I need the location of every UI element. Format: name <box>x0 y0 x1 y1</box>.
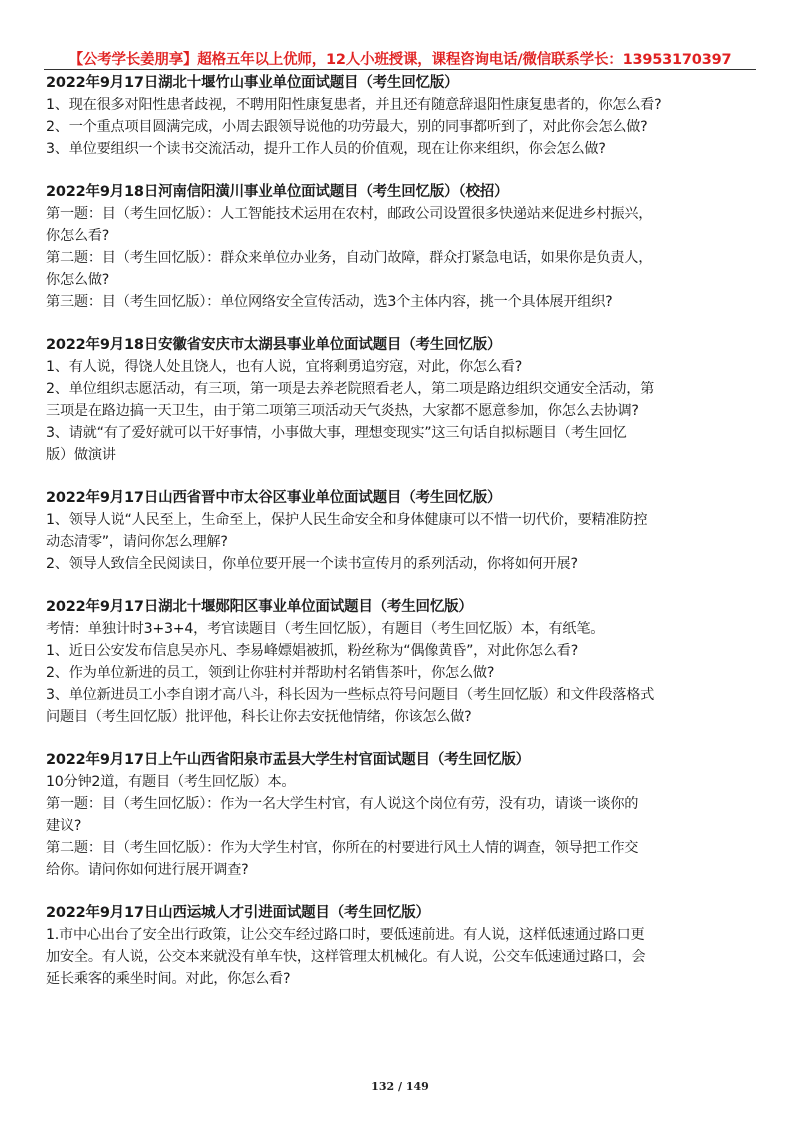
section-heading: 2022年9月17日山西省晋中市太谷区事业单位面试题目（考生回忆版） <box>46 490 502 506</box>
page-number: 132 <box>371 1080 395 1093</box>
question-line: 1、现在很多对阳性患者歧视，不聘用阳性康复患者，并且还有随意辞退阳性康复患者的，你怎么看? <box>46 97 662 113</box>
section-heading: 2022年9月17日上午山西省阳泉市盂县大学生村官面试题目（考生回忆版） <box>46 752 530 768</box>
question-line: 建议? <box>46 818 82 834</box>
question-line: 第一题：目（考生回忆版）：人工智能技术运用在农村，邮政公司设置很多快递站来促进乡村振兴， <box>46 206 653 222</box>
header-banner: 【公考学长姜朋享】超格五年以上优师，12人小班授课，课程咨询电话/微信联系学长：13953170397 <box>68 52 732 68</box>
question-section <box>46 487 760 575</box>
question-line: 3、单位新进员工小李自诩才高八斗，科长因为一些标点符号问题目（考生回忆版）和文件段落格式 <box>46 687 655 703</box>
question-line: 第三题：目（考生回忆版）：单位网络安全宣传活动，选3个主体内容，挑一个具体展开组织? <box>46 294 613 310</box>
question-line: 2、领导人致信全民阅读日，你单位要开展一个读书宣传月的系列活动，你将如何开展? <box>46 556 578 572</box>
question-line: 第二题：目（考生回忆版）：作为大学生村官，你所在的村要进行风土人情的调查，领导把工作交 <box>46 840 639 856</box>
question-section <box>46 334 760 466</box>
question-line: 考情：单独计时3+3+4，考官读题目（考生回忆版），有题目（考生回忆版）本，有纸笔。 <box>46 621 605 637</box>
question-section <box>46 902 760 990</box>
question-line: 1.市中心出台了安全出行政策，让公交车经过路口时，要低速前进。有人说，这样低速通过路口更 <box>46 927 645 943</box>
section-heading: 2022年9月17日湖北十堰郧阳区事业单位面试题目（考生回忆版） <box>46 599 473 615</box>
page-footer <box>0 1080 800 1093</box>
page-separator: / <box>397 1080 403 1093</box>
question-line: 你怎么做? <box>46 272 110 288</box>
section-heading: 2022年9月18日安徽省安庆市太湖县事业单位面试题目（考生回忆版） <box>46 337 502 353</box>
question-line: 第一题：目（考生回忆版）：作为一名大学生村官，有人说这个岗位有劳，没有功，请谈一谈你的 <box>46 796 639 812</box>
question-section <box>46 749 760 881</box>
question-line: 1、有人说，得饶人处且饶人，也有人说，宜将剩勇追穷寇，对此，你怎么看? <box>46 359 522 375</box>
question-line: 问题目（考生回忆版）批评他，科长让你去安抚他情绪，你该怎么做? <box>46 709 472 725</box>
question-section <box>46 596 760 728</box>
document-body <box>46 72 760 1011</box>
section-heading: 2022年9月18日河南信阳潢川事业单位面试题目（考生回忆版）（校招） <box>46 184 509 200</box>
header-divider <box>44 69 756 70</box>
question-line: 加安全。有人说，公交本来就没有单车快，这样管理太机械化。有人说，公交车低速通过路口，会 <box>46 949 646 965</box>
question-line: 3、请就“有了爱好就可以干好事情，小事做大事，理想变现实”这三句话自拟标题目（考生回忆 <box>46 425 627 441</box>
question-line: 1、领导人说“人民至上，生命至上，保护人民生命安全和身体健康可以不惜一切代价，要精准防控 <box>46 512 648 528</box>
question-line: 3、单位要组织一个读书交流活动，提升工作人员的价值观，现在让你来组织，你会怎么做? <box>46 141 606 157</box>
question-section <box>46 72 760 160</box>
question-line: 第二题：目（考生回忆版）：群众来单位办业务，自动门故障，群众打紧急电话，如果你是负责人， <box>46 250 653 266</box>
section-heading: 2022年9月17日山西运城人才引进面试题目（考生回忆版） <box>46 905 430 921</box>
question-line: 三项是在路边搞一天卫生，由于第二项第三项活动天气炎热，大家都不愿意参加，你怎么去协调? <box>46 403 639 419</box>
total-pages: 149 <box>405 1080 429 1093</box>
section-heading: 2022年9月17日湖北十堰竹山事业单位面试题目（考生回忆版） <box>46 75 459 91</box>
question-line: 动态清零”，请问你怎么理解? <box>46 534 228 550</box>
question-line: 延长乘客的乘坐时间。对此，你怎么看? <box>46 971 291 987</box>
question-line: 1、近日公安发布信息吴亦凡、李易峰嫖娼被抓，粉丝称为“偶像黄昏”，对此你怎么看? <box>46 643 579 659</box>
question-line: 2、一个重点项目圆满完成，小周去跟领导说他的功劳最大，别的同事都听到了，对此你会怎么做? <box>46 119 648 135</box>
question-line: 2、单位组织志愿活动，有三项，第一项是去养老院照看老人，第二项是路边组织交通安全活动，第 <box>46 381 655 397</box>
question-line: 2、作为单位新进的员工，领到让你驻村并帮助村名销售茶叶，你怎么做? <box>46 665 495 681</box>
question-line: 给你。请问你如何进行展开调查? <box>46 862 249 878</box>
question-line: 你怎么看? <box>46 228 110 244</box>
question-section <box>46 181 760 313</box>
question-line: 版）做演讲 <box>46 447 116 463</box>
question-line: 10分钟2道，有题目（考生回忆版）本。 <box>46 774 296 790</box>
